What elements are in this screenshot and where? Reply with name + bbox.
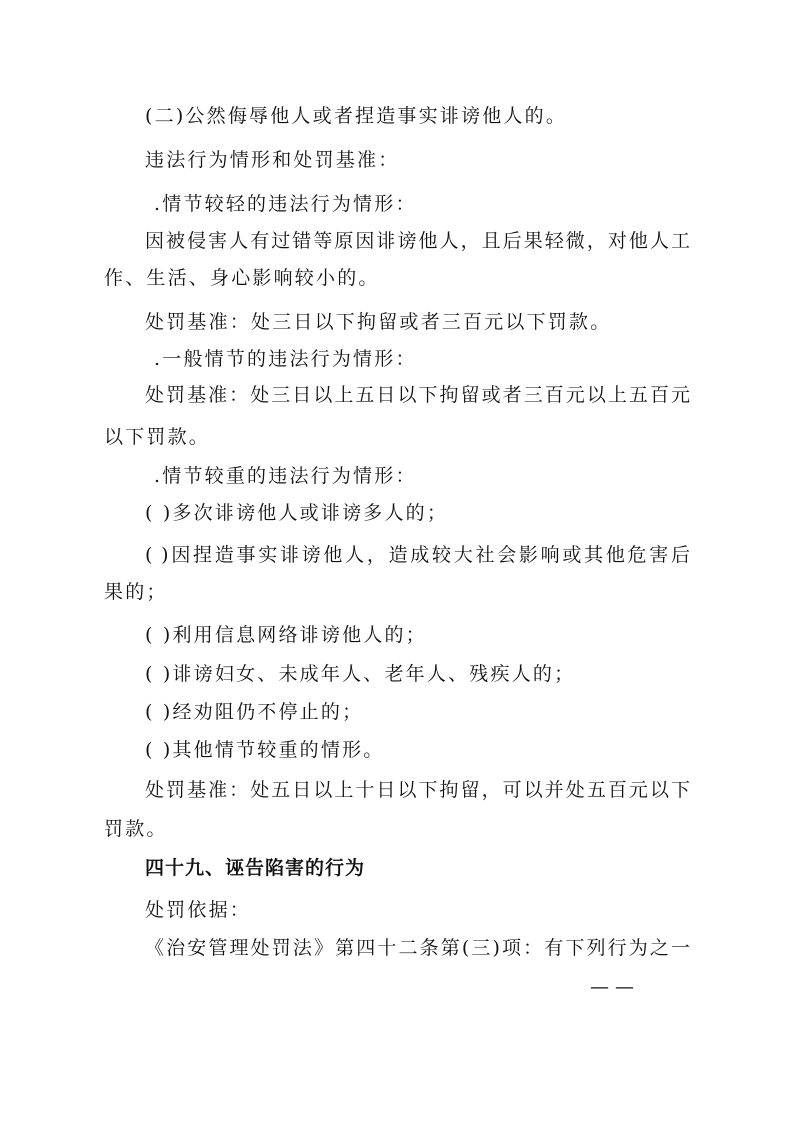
list-item-5: ( )经劝阻仍不停止的； — [145, 701, 364, 723]
paragraph-line-8: 处罚基准：处三日以上五日以下拘留或者三百元以上五百元 — [145, 384, 690, 406]
list-item-6: ( )其他情节较重的情形。 — [145, 739, 385, 761]
list-item-2-continuation: 果的； — [104, 581, 168, 603]
paragraph-line-5: 作、生活、身心影响较小的。 — [104, 267, 380, 289]
paragraph-line-2: 违法行为情形和处罚基准： — [145, 149, 400, 171]
list-item-1: ( )多次诽谤他人或诽谤多人的； — [145, 502, 449, 524]
paragraph-line-18: 处罚基准：处五日以上十日以下拘留，可以并处五百元以下 — [145, 779, 690, 801]
paragraph-line-4: 因被侵害人有过错等原因诽谤他人，且后果轻微，对他人工 — [145, 230, 690, 252]
page-number: — — — [590, 976, 635, 998]
paragraph-line-19: 罚款。 — [104, 818, 168, 840]
paragraph-line-10: .情节较重的违法行为情形： — [154, 465, 417, 487]
paragraph-line-22: 《治安管理处罚法》第四十二条第(三)项：有下列行为之一 — [145, 937, 690, 959]
paragraph-line-3: .情节较轻的违法行为情形： — [154, 193, 417, 215]
paragraph-line-9: 以下罚款。 — [104, 426, 211, 448]
list-item-4: ( )诽谤妇女、未成年人、老年人、残疾人的； — [145, 663, 576, 685]
paragraph-line-1: (二)公然侮辱他人或者捏造事实诽谤他人的。 — [145, 105, 568, 127]
paragraph-line-6: 处罚基准：处三日以下拘留或者三百元以下罚款。 — [145, 311, 612, 333]
list-item-2: ( )因捏造事实诽谤他人，造成较大社会影响或其他危害后 — [145, 544, 690, 566]
list-item-3: ( )利用信息网络诽谤他人的； — [145, 624, 427, 646]
paragraph-line-7: .一般情节的违法行为情形： — [154, 348, 417, 370]
paragraph-line-21: 处罚依据： — [145, 899, 252, 921]
section-heading: 四十九、诬告陷害的行为 — [145, 857, 366, 879]
